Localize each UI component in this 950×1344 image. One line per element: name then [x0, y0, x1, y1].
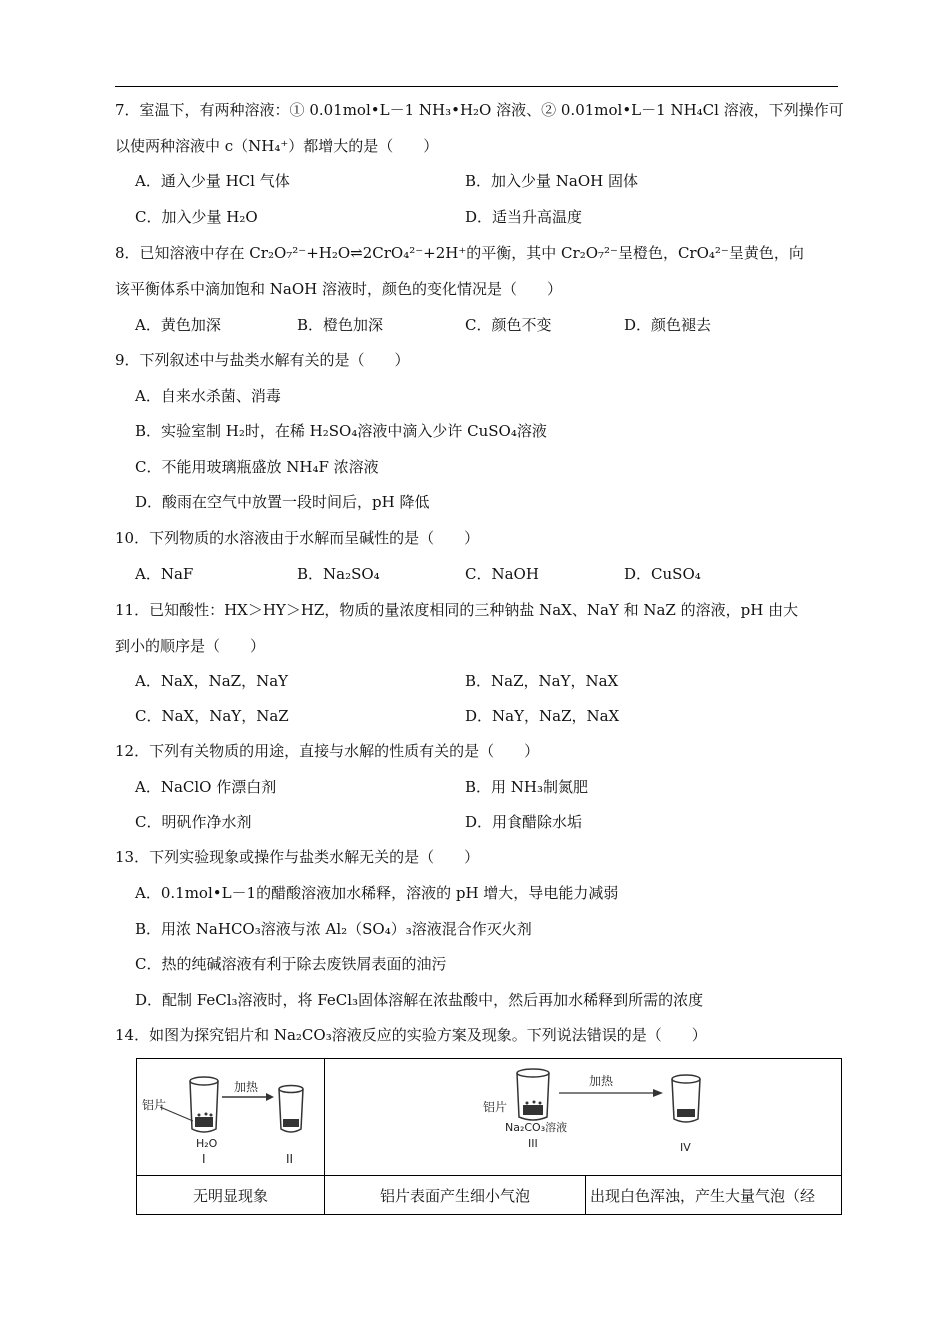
q7-option-c[interactable]: C．加入少量 H₂O: [135, 208, 258, 226]
q12-option-d[interactable]: D．用食醋除水垢: [465, 813, 583, 831]
figure-right-heat-label: 加热: [589, 1074, 614, 1088]
q8-option-a[interactable]: A．黄色加深: [135, 316, 221, 334]
q13-option-a[interactable]: A．0.1mol•L－1的醋酸溶液加水稀释，溶液的 pH 增大，导电能力减弱: [135, 884, 619, 902]
q13-option-c[interactable]: C．热的纯碱溶液有利于除去废铁屑表面的油污: [135, 955, 447, 973]
beaker-ii-icon: [279, 1086, 303, 1133]
q7-stem-line1: 7．室温下，有两种溶液：① 0.01mol•L－1 NH₃•H₂O 溶液、② 0.01mol•L－1 NH₄Cl 溶液，下列操作可: [115, 101, 844, 119]
q7-option-a[interactable]: A．通入少量 HCl 气体: [135, 172, 290, 190]
q8-stem-line1: 8．已知溶液中存在 Cr₂O₇²⁻+H₂O⇌2CrO₄²⁻+2H⁺的平衡，其中 Cr₂O₇²⁻呈橙色，CrO₄²⁻呈黄色，向: [115, 244, 804, 262]
q8-option-c[interactable]: C．颜色不变: [465, 316, 552, 334]
beaker-i-icon: [190, 1077, 218, 1132]
figure-left-heat-label: 加热: [234, 1080, 259, 1094]
beaker-iii-icon: [517, 1069, 549, 1120]
q9-option-a[interactable]: A．自来水杀菌、消毒: [135, 387, 281, 405]
q13-option-d[interactable]: D．配制 FeCl₃溶液时，将 FeCl₃固体溶解在浓盐酸中，然后再加水稀释到所需的浓度: [135, 991, 704, 1009]
q10-option-a[interactable]: A．NaF: [135, 565, 194, 583]
q14-figure-right-cell: [325, 1059, 842, 1176]
q11-option-a[interactable]: A．NaX，NaZ，NaY: [135, 672, 289, 690]
figure-left-sample-label: 铝片: [142, 1098, 167, 1112]
q10-stem-line1: 10．下列物质的水溶液由于水解而呈碱性的是（ ）: [115, 529, 480, 547]
q12-option-b[interactable]: B．用 NH₃制氮肥: [465, 778, 589, 796]
q14-stem-line1: 14．如图为探究铝片和 Na₂CO₃溶液反应的实验方案及现象。下列说法错误的是（ ）: [115, 1026, 707, 1044]
figure-left-solvent-label: H₂O: [196, 1137, 218, 1150]
q9-option-d[interactable]: D．酸雨在空气中放置一段时间后，pH 降低: [135, 493, 430, 511]
q14-figure-right: [333, 1059, 833, 1171]
q13-option-b[interactable]: B．用浓 NaHCO₃溶液与浓 Al₂（SO₄）₃溶液混合作灭火剂: [135, 920, 532, 938]
q9-stem-line1: 9．下列叙述中与盐类水解有关的是（ ）: [115, 351, 410, 369]
q12-option-a[interactable]: A．NaClO 作漂白剂: [135, 778, 277, 796]
figure-right-sample-label: 铝片: [483, 1100, 508, 1114]
q14-figure-left: [138, 1059, 323, 1171]
q7-option-d[interactable]: D．适当升高温度: [465, 208, 583, 226]
q14-observation-3: 出现白色浑浊，产生大量气泡（经: [586, 1176, 842, 1215]
q13-stem-line1: 13．下列实验现象或操作与盐类水解无关的是（ ）: [115, 848, 480, 866]
figure-right-beaker1-label: III: [528, 1137, 538, 1150]
q11-option-d[interactable]: D．NaY，NaZ，NaX: [465, 707, 620, 725]
figure-left-beaker2-label: II: [286, 1152, 294, 1166]
q11-stem-line2: 到小的顺序是（ ）: [115, 637, 266, 655]
q14-observation-2: 铝片表面产生细小气泡: [325, 1176, 586, 1215]
q11-stem-line1: 11．已知酸性：HX＞HY＞HZ，物质的量浓度相同的三种钠盐 NaX、NaY 和 NaZ 的溶液，pH 由大: [115, 601, 799, 619]
figure-right-solvent-label: Na₂CO₃溶液: [505, 1121, 568, 1134]
q7-option-b[interactable]: B．加入少量 NaOH 固体: [465, 172, 639, 190]
q8-option-d[interactable]: D．颜色褪去: [624, 316, 712, 334]
header-rule: [115, 86, 838, 87]
q14-experiment-table: [136, 1058, 842, 1215]
beaker-iv-icon: [672, 1075, 700, 1122]
q8-stem-line2: 该平衡体系中滴加饱和 NaOH 溶液时，颜色的变化情况是（ ）: [115, 280, 562, 298]
q10-option-b[interactable]: B．Na₂SO₄: [297, 565, 380, 583]
q7-stem-line2: 以使两种溶液中 c（NH₄⁺）都增大的是（ ）: [115, 137, 439, 155]
q12-option-c[interactable]: C．明矾作净水剂: [135, 813, 252, 831]
q9-option-c[interactable]: C．不能用玻璃瓶盛放 NH₄F 浓溶液: [135, 458, 379, 476]
q9-option-b[interactable]: B．实验室制 H₂时，在稀 H₂SO₄溶液中滴入少许 CuSO₄溶液: [135, 422, 547, 440]
q14-figure-left-cell: [137, 1059, 325, 1176]
q11-option-c[interactable]: C．NaX，NaY，NaZ: [135, 707, 289, 725]
q8-option-b[interactable]: B．橙色加深: [297, 316, 384, 334]
q10-option-d[interactable]: D．CuSO₄: [624, 565, 701, 583]
q12-stem-line1: 12．下列有关物质的用途，直接与水解的性质有关的是（ ）: [115, 742, 540, 760]
q10-option-c[interactable]: C．NaOH: [465, 565, 539, 583]
q11-option-b[interactable]: B．NaZ，NaY，NaX: [465, 672, 619, 690]
figure-left-beaker1-label: I: [202, 1152, 206, 1166]
figure-right-beaker2-label: IV: [680, 1141, 691, 1154]
q14-observation-1: 无明显现象: [137, 1176, 325, 1215]
